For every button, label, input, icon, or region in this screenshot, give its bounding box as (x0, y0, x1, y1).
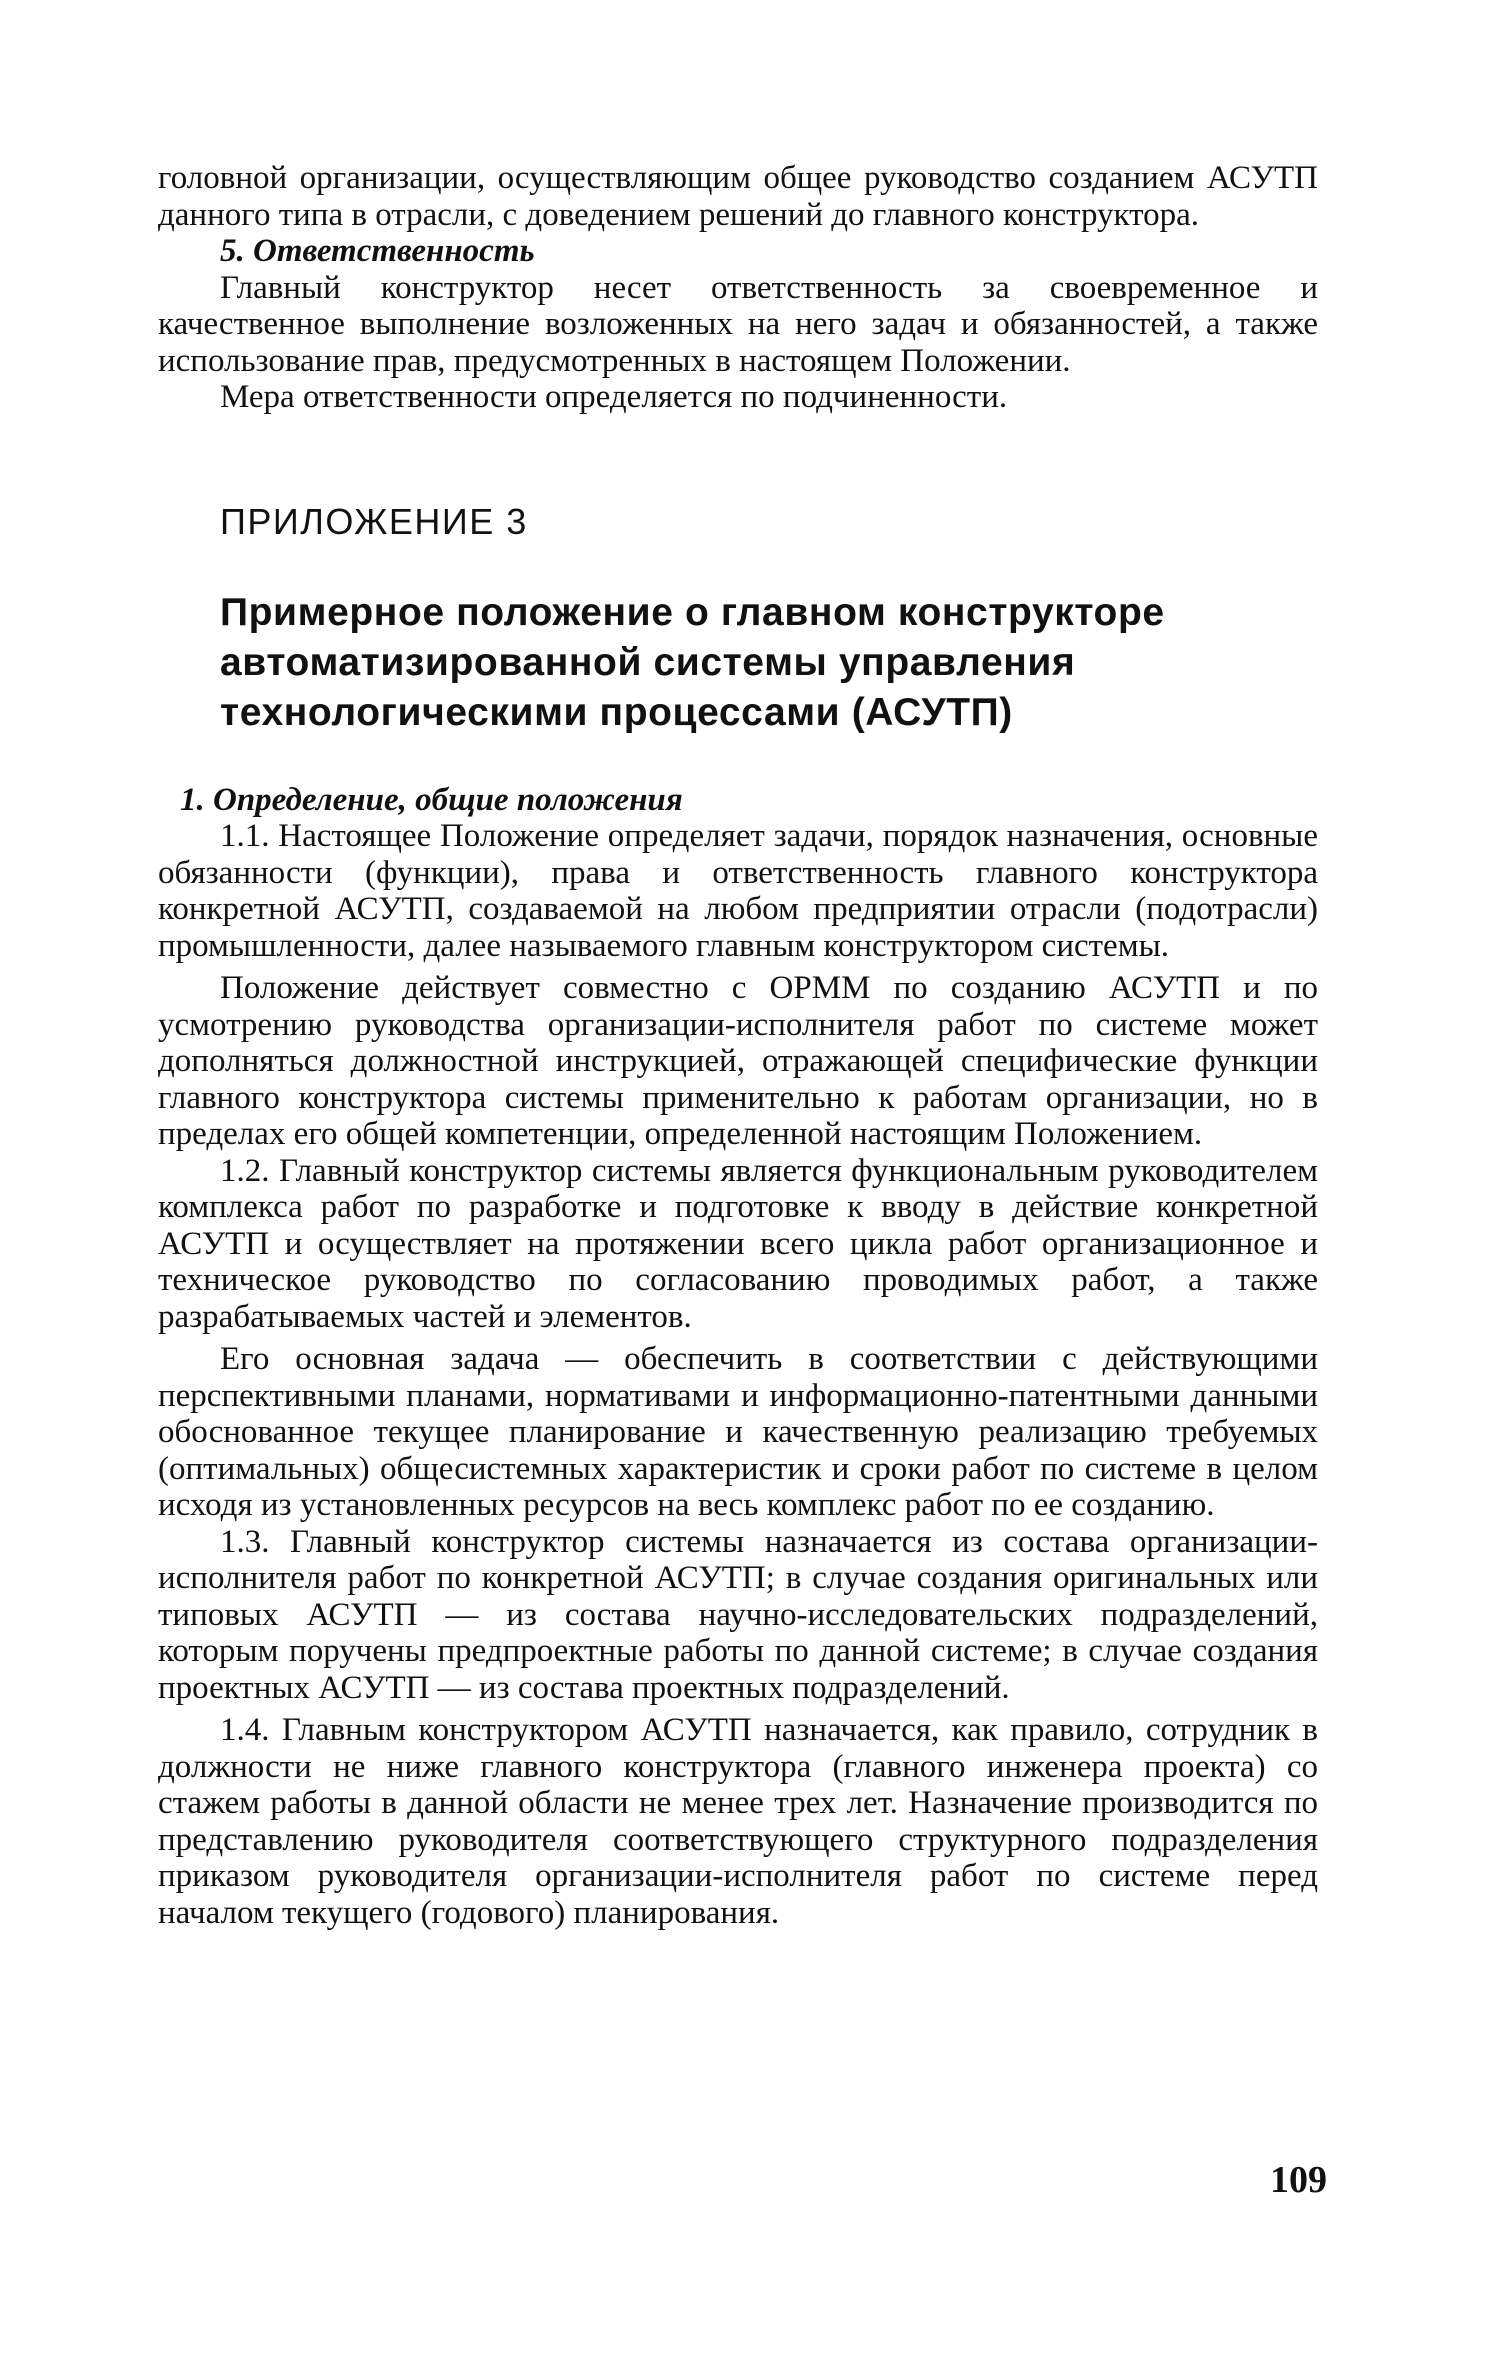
responsibility-paragraph: Главный конструктор несет ответственность за своевременное и качественное выполнение возложенных на него задач и обязанностей, а также использование прав, предусмотренных в настоящем Положении. (158, 269, 1318, 379)
paragraph-1-3: 1.3. Главный конструктор системы назначается из состава организации-исполнителя работ по конкретной АСУТП; в случае создания оригинальных или типовых АСУТП — из состава научно-исследовательских подразделений, которым поручены предпроектные работы по данной системе; в случае создания проектных АСУТП — из состава проектных подразделений. (158, 1523, 1318, 1706)
responsibility-heading: 5. Ответственность (220, 233, 535, 269)
responsibility-measure-paragraph: Мера ответственности определяется по подчиненности. (220, 379, 1008, 415)
paragraph-1-2-continued: Его основная задача — обеспечить в соответствии с действующими перспективными планами, нормативами и информационно-патентными данными обоснованное текущее планирование и качественную реализацию требуемых (оптимальных) общесистемных характеристик и сроки работ по системе в целом исходя из установленных ресурсов на весь комплекс работ по ее созданию. (158, 1341, 1318, 1523)
section-1-heading: 1. Определение, общие положения (180, 781, 683, 818)
intro-paragraph: головной организации, осуществляющим общее руководство созданием АСУТП данного типа в отрасли, с доведением решений до главного конструктора. (158, 160, 1318, 233)
document-page (158, 160, 1318, 1931)
appendix-label: ПРИЛОЖЕНИЕ 3 (220, 500, 528, 542)
paragraph-1-1-continued: Положение действует совместно с ОРММ по созданию АСУТП и по усмотрению руководства организации-исполнителя работ по системе может дополняться должностной инструкцией, отражающей специфические функции главного конструктора системы применительно к работам организации, но в пределах его общей компетенции, определенной настоящим Положением. (158, 970, 1318, 1152)
page-number: 109 (1270, 2159, 1327, 2201)
paragraph-1-1: 1.1. Настоящее Положение определяет задачи, порядок назначения, основные обязанности (функции), права и ответственность главного конструктора конкретной АСУТП, создаваемой на любом предприятии отрасли (подотрасли) промышленности, далее называемого главным конструктором системы. (158, 818, 1318, 964)
paragraph-1-2: 1.2. Главный конструктор системы является функциональным руководителем комплекса работ по разработке и подготовке к вводу в действие конкретной АСУТП и осуществляет на протяжении всего цикла работ организационное и техническое руководство по согласованию проводимых работ, а также разрабатываемых частей и элементов. (158, 1152, 1318, 1335)
appendix-title: Примерное положение о главном конструкторе автоматизированной системы управления технологическими процессами (АСУТП) (220, 590, 1165, 734)
paragraph-1-4: 1.4. Главным конструктором АСУТП назначается, как правило, сотрудник в должности не ниже главного конструктора (главного инженера проекта) со стажем работы в данной области не менее трех лет. Назначение производится по представлению руководителя соответствующего структурного подразделения приказом руководителя организации-исполнителя работ по системе перед началом текущего (годового) планирования. (158, 1712, 1318, 1931)
